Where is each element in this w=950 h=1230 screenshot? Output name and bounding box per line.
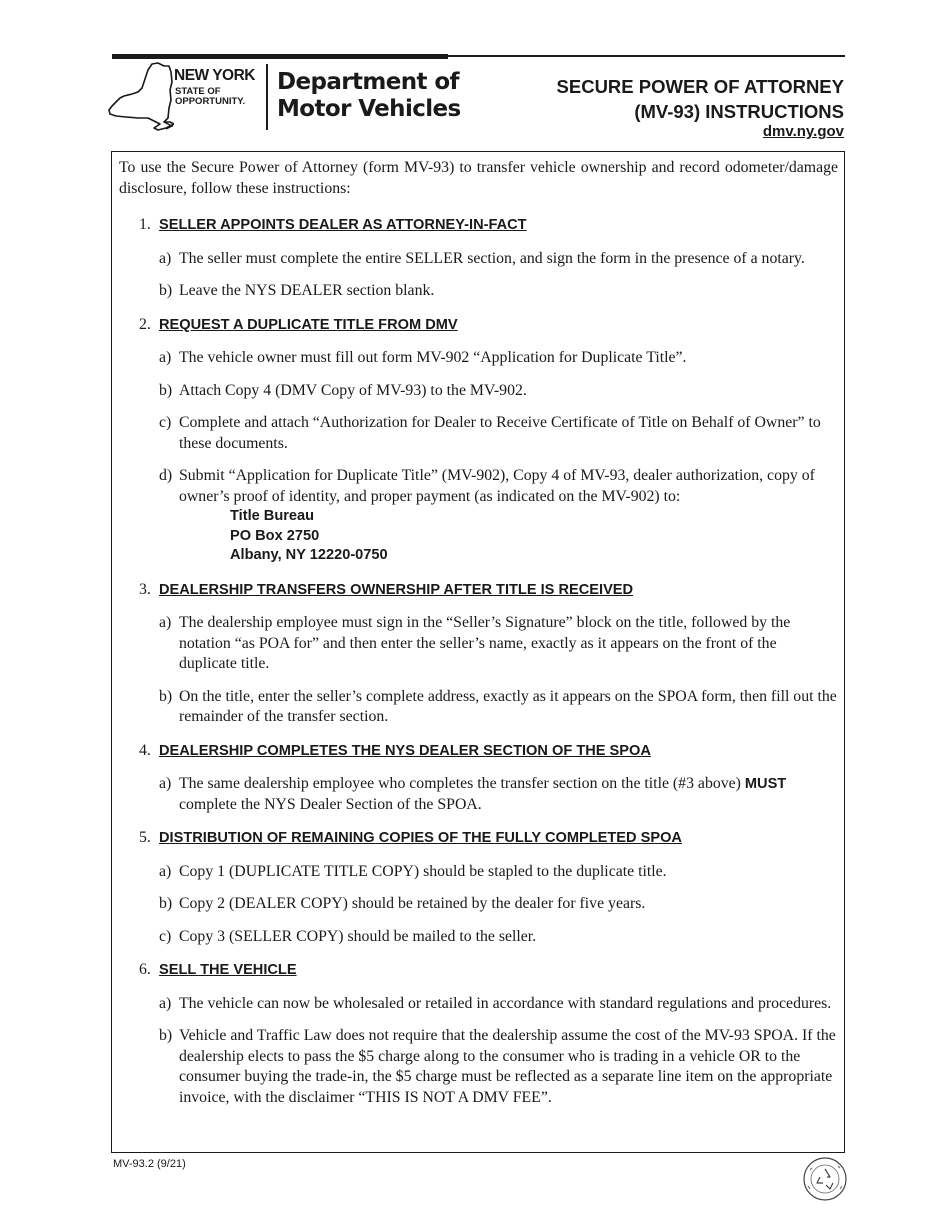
section-2 (119, 315, 838, 566)
section-number: 1. (139, 216, 151, 233)
list-item (119, 927, 838, 948)
item-text: On the title, enter the seller’s complete address, exactly as it appears on the SPOA form, then fill out the remainder of the transfer section. (179, 687, 837, 725)
item-text: Leave the NYS DEALER section blank. (179, 282, 435, 299)
list-item (119, 894, 838, 915)
item-text-continued: complete the NYS Dealer Section of the SPOA. (179, 795, 482, 813)
address-line: Title Bureau (230, 508, 315, 524)
item-label: c) (159, 414, 172, 431)
form-title-line1: SECURE POWER OF ATTORNEY (556, 76, 844, 97)
item-label: a) (159, 775, 172, 792)
section-5 (119, 828, 838, 947)
list-item (119, 281, 838, 302)
section-title: DISTRIBUTION OF REMAINING COPIES OF THE FULLY COMPLETED SPOA (159, 830, 682, 846)
section-title: DEALERSHIP COMPLETES THE NYS DEALER SECTION OF THE SPOA (159, 742, 651, 759)
item-text: Vehicle and Traffic Law does not require that the dealership assume the cost of the MV-93 SPOA. If the dealership elects to pass the $5 charge along to the consumer who is trading in a vehicle OR to the consumer buying the trade-in, the $5 charge must be reflected as a separate line item on the appropriate invoice, with the disclaimer “THIS IS NOT A DMV FEE”. (179, 1027, 836, 1106)
item-label: b) (159, 1027, 173, 1044)
item-label: c) (159, 927, 172, 945)
item-label: a) (159, 614, 172, 631)
section-title: SELLER APPOINTS DEALER AS ATTORNEY-IN-FACT (159, 217, 527, 233)
section-title: SELL THE VEHICLE (159, 962, 297, 978)
section-heading (119, 580, 838, 601)
section-1 (119, 215, 838, 302)
item-text: Attach Copy 4 (DMV Copy of MV-93) to the MV-902. (179, 381, 527, 399)
item-text: The same dealership employee who completes the transfer section on the title (#3 above) (179, 775, 741, 792)
section-title: REQUEST A DUPLICATE TITLE FROM DMV (159, 316, 458, 333)
item-label: b) (159, 895, 173, 912)
section-number: 3. (139, 580, 151, 598)
intro-paragraph: To use the Secure Power of Attorney (form MV-93) to transfer vehicle ownership and record odometer/damage disclosure, follow these instructions: (119, 159, 838, 197)
list-item (119, 774, 838, 815)
item-label: d) (159, 467, 173, 484)
item-text: The vehicle can now be wholesaled or retailed in accordance with standard regulations and procedures. (179, 994, 832, 1012)
item-label: b) (159, 282, 173, 299)
header-rule-accent (112, 54, 448, 59)
section-heading (119, 828, 838, 849)
item-label: a) (159, 349, 172, 366)
logo-new-york: NEW YORK (174, 67, 255, 84)
item-text: The dealership employee must sign in the “Seller’s Signature” block on the title, followed by the notation “as POA for” and then enter the seller’s name, exactly as it appears on the front of the duplicate title. (179, 614, 791, 672)
list-item (119, 687, 838, 728)
item-text: Copy 2 (DEALER COPY) should be retained by the dealer for five years. (179, 895, 646, 912)
list-item (119, 1026, 838, 1108)
logo-opportunity: OPPORTUNITY. (175, 96, 246, 107)
instructions-content (119, 158, 838, 1121)
dept-name-line1: Department of (277, 69, 459, 95)
section-heading (119, 215, 838, 236)
form-code: MV-93.2 (9/21) (113, 1158, 186, 1170)
address-line: Albany, NY 12220-0750 (230, 547, 388, 563)
dmv-website-link[interactable]: dmv.ny.gov (762, 123, 844, 140)
item-label: b) (159, 381, 173, 399)
list-item (119, 994, 838, 1015)
item-label: a) (159, 249, 172, 267)
recycle-seal-icon (802, 1156, 848, 1202)
section-heading (119, 960, 838, 981)
list-item (119, 381, 838, 402)
section-title: DEALERSHIP TRANSFERS OWNERSHIP AFTER TITLE IS RECEIVED (159, 581, 634, 598)
item-text: Copy 1 (DUPLICATE TITLE COPY) should be stapled to the duplicate title. (179, 862, 667, 880)
section-number: 5. (139, 829, 151, 846)
section-heading (119, 315, 838, 336)
item-text: The vehicle owner must fill out form MV-902 “Application for Duplicate Title”. (179, 349, 687, 366)
section-4 (119, 741, 838, 816)
item-label: a) (159, 862, 172, 880)
list-item (119, 862, 838, 883)
item-text: The seller must complete the entire SELLER section, and sign the form in the presence of a notary. (179, 249, 805, 267)
mailing-address (119, 507, 838, 566)
item-text: Copy 3 (SELLER COPY) should be mailed to the seller. (179, 927, 537, 945)
section-heading (119, 741, 838, 762)
item-text: Complete and attach “Authorization for Dealer to Receive Certificate of Title on Behalf of Owner” to these documents. (179, 414, 821, 452)
dept-name-line2: Motor Vehicles (277, 96, 461, 122)
nys-map-icon (108, 62, 174, 134)
list-item (119, 348, 838, 369)
section-6 (119, 960, 838, 1108)
list-item (119, 466, 838, 507)
list-item (119, 613, 838, 675)
dept-name (277, 69, 461, 123)
list-item (119, 413, 838, 454)
form-title-line2: (MV-93) INSTRUCTIONS (634, 101, 844, 122)
address-line: PO Box 2750 (230, 527, 320, 544)
logo-state-of: STATE OF (175, 86, 221, 97)
list-item (119, 249, 838, 270)
item-text: Submit “Application for Duplicate Title” (MV-902), Copy 4 of MV-93, dealer authorization, copy of owner’s proof of identity, and proper payment (as indicated on the MV-902) to: (179, 467, 815, 505)
item-label: b) (159, 687, 173, 705)
item-label: a) (159, 994, 172, 1012)
section-number: 4. (139, 741, 151, 759)
section-number: 6. (139, 961, 151, 978)
form-title (557, 74, 844, 124)
section-3 (119, 580, 838, 728)
emphasis-must: MUST (744, 776, 787, 792)
nys-logo (108, 62, 288, 134)
section-number: 2. (139, 315, 151, 333)
header-divider (266, 64, 268, 130)
